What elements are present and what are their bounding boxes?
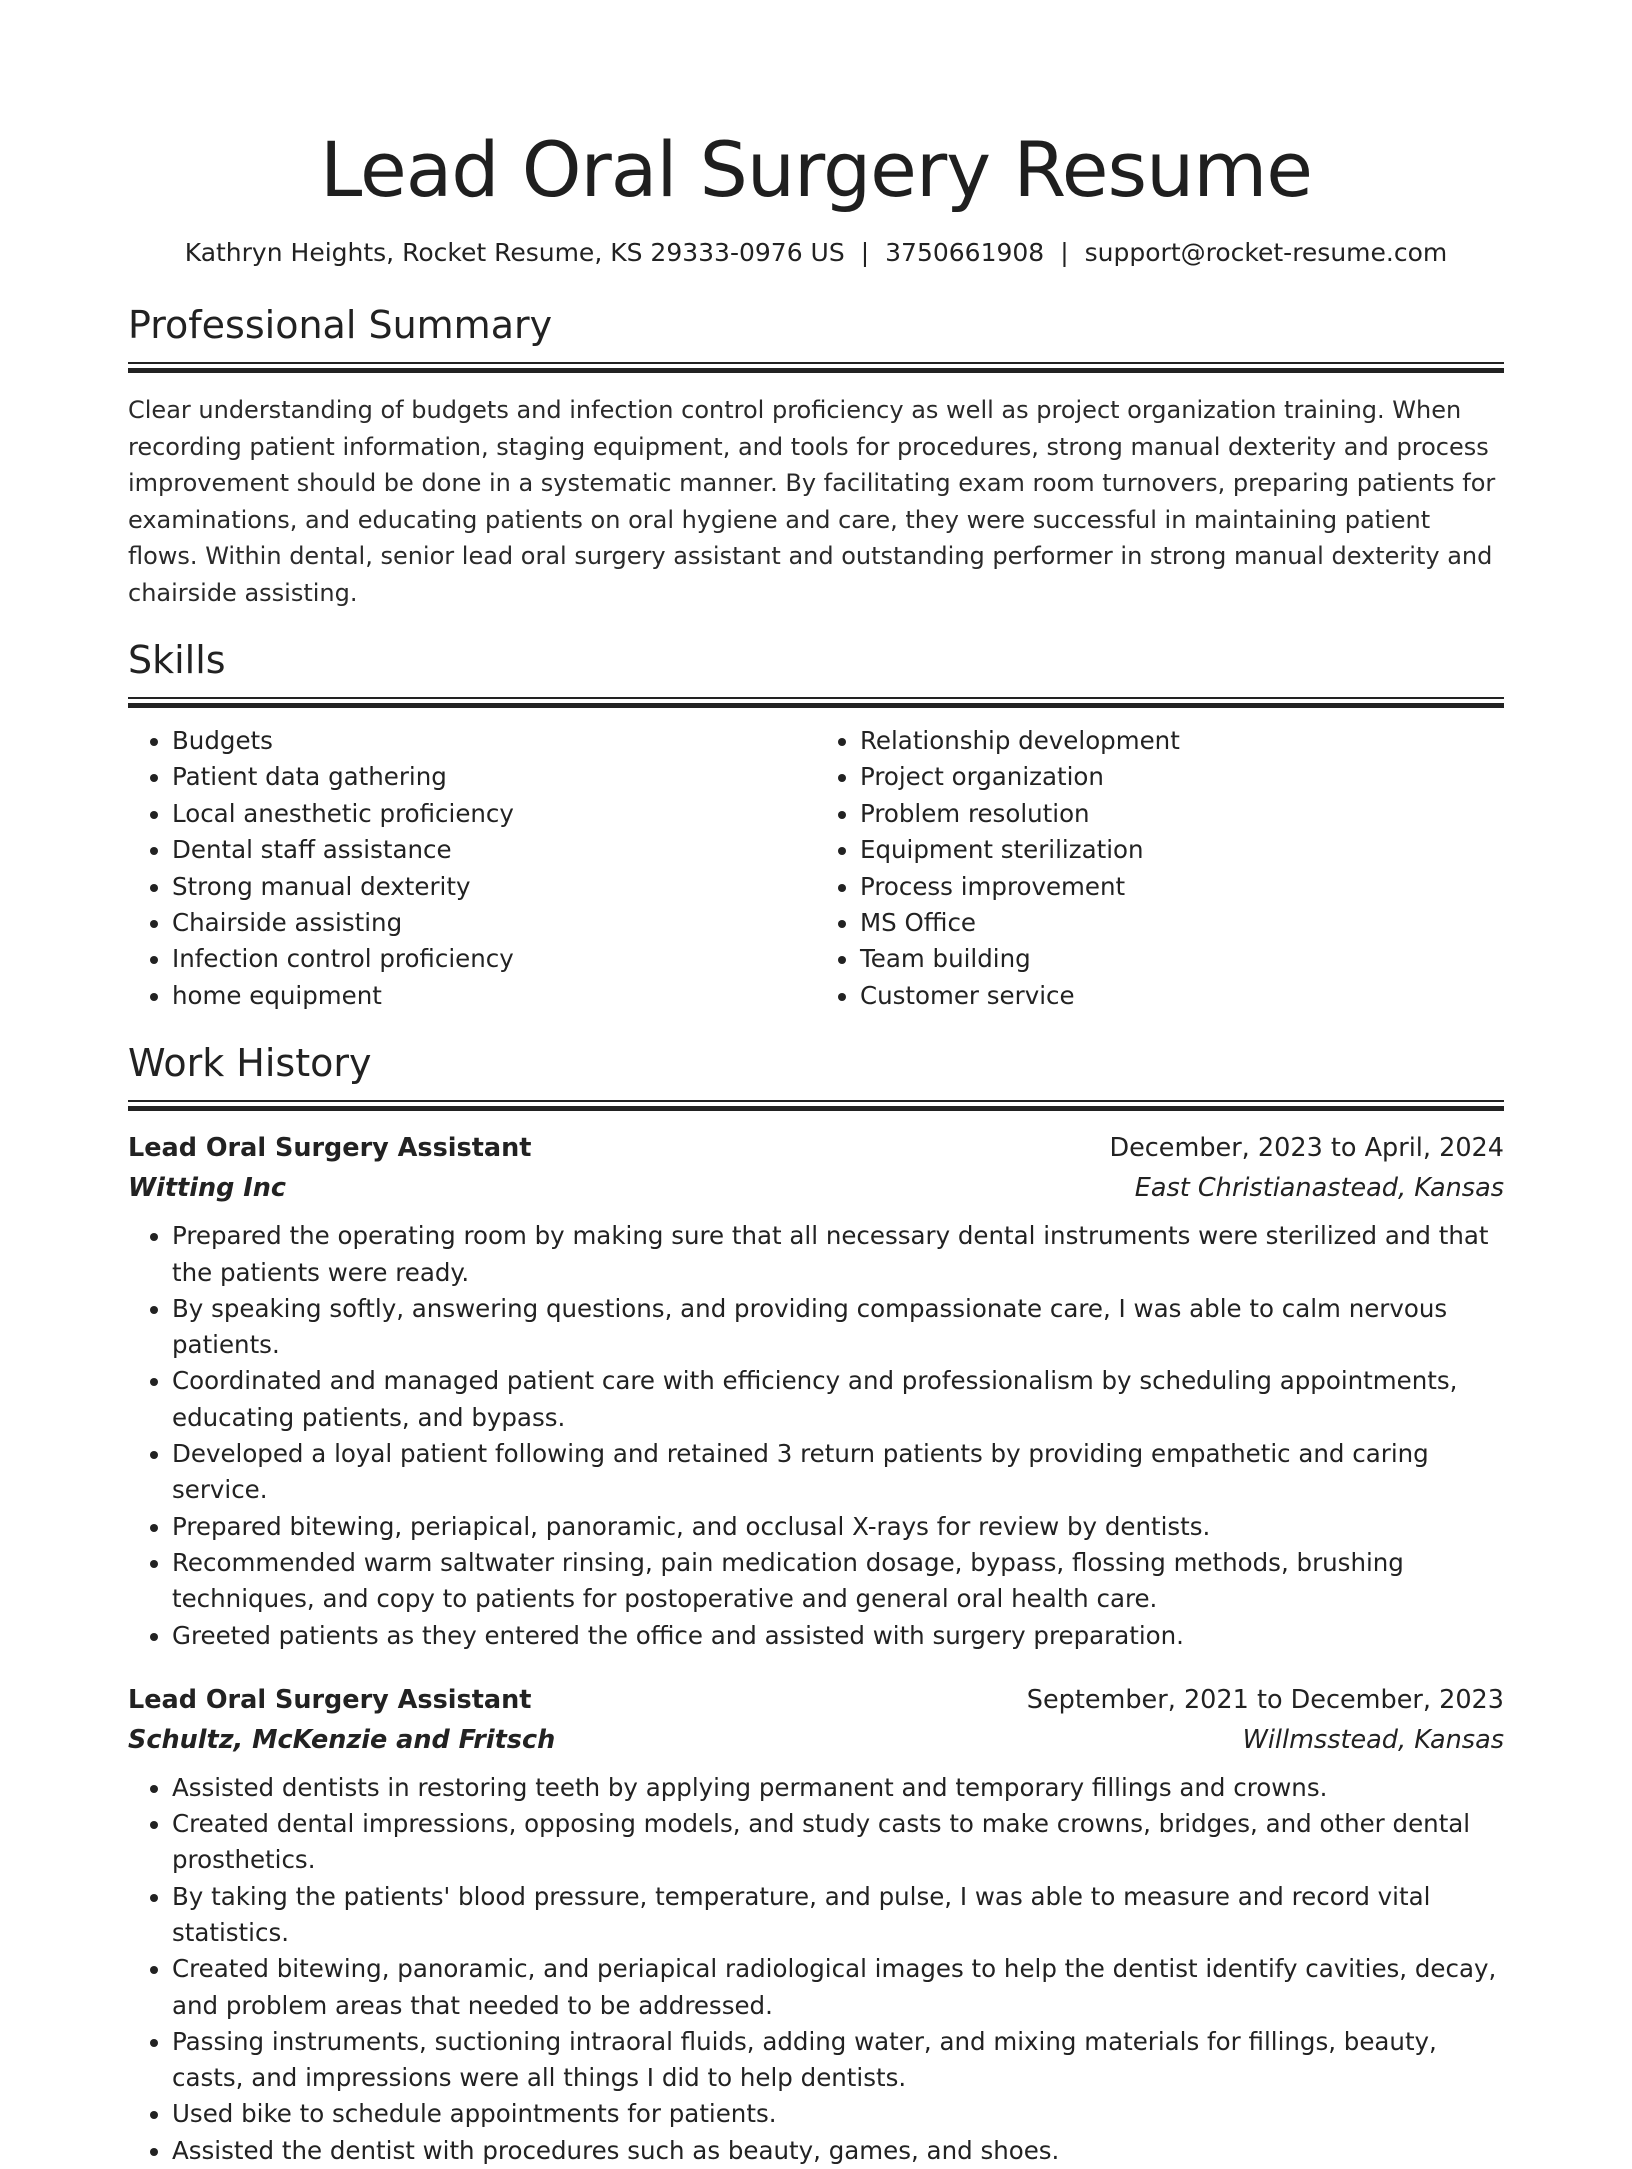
- section-divider: [128, 697, 1504, 709]
- job-bullet: • Passing instruments, suctioning intraoral fluids, adding water, and mixing materials for fillings, beauty, casts, and impressions were all things I did to help dentists.: [172, 2024, 1504, 2097]
- skills-list: [128, 723, 1504, 1014]
- skill-item: • Team building: [860, 941, 1504, 977]
- skill-item: • Chairside assisting: [172, 905, 816, 941]
- section-divider: [128, 362, 1504, 374]
- skills-column-left: [128, 723, 816, 1014]
- contact-separator: |: [1060, 238, 1069, 267]
- job-subheader: [128, 1720, 1504, 1760]
- skill-item: • Relationship development: [860, 723, 1504, 759]
- summary-heading: Professional Summary: [128, 303, 553, 347]
- skill-item: • Customer service: [860, 978, 1504, 1014]
- skills-heading: Skills: [128, 638, 226, 682]
- skill-item: • Infection control proficiency: [172, 941, 816, 977]
- job-title: Lead Oral Surgery Assistant: [128, 1684, 532, 1715]
- job-location: East Christianastead, Kansas: [1134, 1173, 1504, 1204]
- resume-title: Lead Oral Surgery Resume: [319, 125, 1313, 214]
- skill-item: • Project organization: [860, 759, 1504, 795]
- contact-phone: 3750661908: [885, 238, 1045, 267]
- skill-item: • Budgets: [172, 723, 816, 759]
- contact-line: [128, 236, 1504, 270]
- job-bullet: • Prepared bitewing, periapical, panoramic, and occlusal X-rays for review by dentists.: [172, 1509, 1504, 1545]
- job-employer: Schultz, McKenzie and Fritsch: [128, 1724, 556, 1755]
- contact-address: Kathryn Heights, Rocket Resume, KS 29333-0976 US: [184, 238, 845, 267]
- job-bullet: • Recommended warm saltwater rinsing, pain medication dosage, bypass, flossing methods, brushing techniques, and copy to patients for postoperative and general oral health care.: [172, 1545, 1504, 1618]
- job-bullet: • Greeted patients as they entered the office and assisted with surgery preparation.: [172, 1618, 1504, 1654]
- job-bullet: • By speaking softly, answering questions, and providing compassionate care, I was able to calm nervous patients.: [172, 1291, 1504, 1364]
- skill-item: • home equipment: [172, 978, 816, 1014]
- skill-item: • MS Office: [860, 905, 1504, 941]
- job-dates: December, 2023 to April, 2024: [1109, 1133, 1504, 1164]
- skills-column-right: [816, 723, 1504, 1014]
- job-subheader: [128, 1168, 1504, 1208]
- job-location: Willmsstead, Kansas: [1242, 1724, 1504, 1755]
- job-title: Lead Oral Surgery Assistant: [128, 1133, 532, 1164]
- job-bullet: • Coordinated and managed patient care with efficiency and professionalism by scheduling appointments, educating patients, and bypass.: [172, 1363, 1504, 1436]
- section-divider: [128, 1100, 1504, 1112]
- skill-item: • Dental staff assistance: [172, 832, 816, 868]
- skill-item: • Process improvement: [860, 869, 1504, 905]
- skill-item: • Problem resolution: [860, 796, 1504, 832]
- job-entry: [128, 1128, 1504, 1654]
- job-employer: Witting Inc: [128, 1173, 287, 1204]
- contact-email: support@rocket-resume.com: [1084, 238, 1448, 267]
- job-bullets: [128, 1770, 1504, 2169]
- job-entry: [128, 1680, 1504, 2169]
- job-bullets: [128, 1218, 1504, 1654]
- job-dates: September, 2021 to December, 2023: [1026, 1684, 1504, 1715]
- skill-item: • Strong manual dexterity: [172, 869, 816, 905]
- job-bullet: • Prepared the operating room by making sure that all necessary dental instruments were sterilized and that the patients were ready.: [172, 1218, 1504, 1291]
- summary-text: Clear understanding of budgets and infection control proficiency as well as project organization training. When recording patient information, staging equipment, and tools for procedures, strong manual dexterity and process improvement should be done in a systematic manner. By facilitating exam room turnovers, preparing patients for examinations, and educating patients on oral hygiene and care, they were successful in maintaining patient flows. Within dental, senior lead oral surgery assistant and outstanding performer in strong manual dexterity and chairside assisting.: [128, 396, 1496, 607]
- job-bullet: • Developed a loyal patient following and retained 3 return patients by providing empathetic and caring service.: [172, 1436, 1504, 1509]
- job-bullet: • Created bitewing, panoramic, and periapical radiological images to help the dentist identify cavities, decay, and problem areas that needed to be addressed.: [172, 1951, 1504, 2024]
- skill-item: • Equipment sterilization: [860, 832, 1504, 868]
- work-history-heading: Work History: [128, 1041, 372, 1086]
- skill-item: • Patient data gathering: [172, 759, 816, 795]
- contact-separator: |: [860, 238, 870, 267]
- job-bullet: • Assisted dentists in restoring teeth by applying permanent and temporary fillings and crowns.: [172, 1770, 1504, 1806]
- job-header: [128, 1680, 1504, 1720]
- job-bullet: • Created dental impressions, opposing models, and study casts to make crowns, bridges, and other dental prosthetics.: [172, 1806, 1504, 1879]
- job-bullet: • By taking the patients' blood pressure, temperature, and pulse, I was able to measure and record vital statistics.: [172, 1879, 1504, 1952]
- job-bullet: • Assisted the dentist with procedures such as beauty, games, and shoes.: [172, 2133, 1504, 2169]
- skill-item: • Local anesthetic proficiency: [172, 796, 816, 832]
- job-header: [128, 1128, 1504, 1168]
- job-bullet: • Used bike to schedule appointments for patients.: [172, 2096, 1504, 2132]
